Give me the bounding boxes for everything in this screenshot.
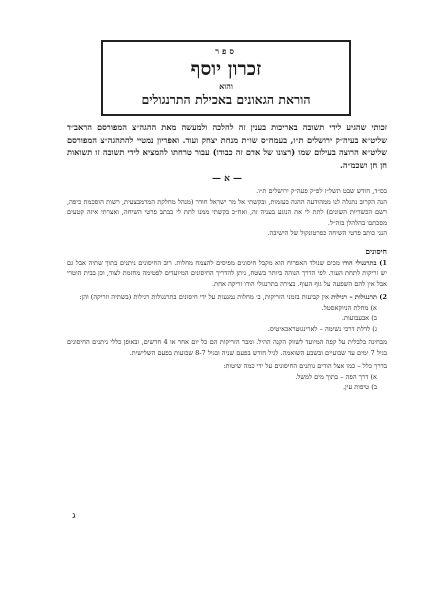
intro-body-1: בס״ד, חודש שבט תשל״ז לפ״ק פעה״ק ירושלים ת״ו. [256,187,387,195]
section-chickens-lead: 2) תרנגולות – רגילות [331,293,387,301]
document-page [67,40,387,393]
list-item: א) מחלת הניוקאסטל. [321,303,377,312]
page-number: ג [72,511,76,521]
section-turkeys-text: מכים שנולד האפרוח הוא מקבל חיסונים מפיסים להצמח מחלות. רוב החיסונים ניתנים בתוך שתיה אבל גם יש זריקות לתחת העור. לפי הדרך הנוהה ביותר בשטח, ניתן להדריך החיסונים המיועדים לפטימה מחזמת לצוד, וכן בבית הוטרי אבל אין להם השפעה על גוף העוף. בצירה בתרנגולי הודו זריקה אחת. [67,258,387,288]
book-subtitle: הוראת הגאונים באכילת התרנגולים [141,92,311,107]
book-title: זכרון יוסף [190,58,262,80]
list-item: ב) אבעבועות. [341,314,377,322]
section-turkeys-lead: 1) בתרנגולי הודו [342,258,388,267]
section-turkeys [67,258,387,290]
list-item: ג) לדלת דרכי נשימה – לארינגוטראכאיטיס. [267,324,377,333]
section-heading: חיסונים [365,246,387,256]
intro-body-3: הנני כותב פרטי השיחה כפרטונקול של הישיבה. [267,229,387,237]
paragraph-4: בדרך כלל – כמו אצל הודים נותנים החיסונים על ידי כמה שיטות: [223,362,387,370]
title-box [101,40,351,116]
intro-body-2: הנה הקרוב נתגלה לנו ממהודעה ההגה בעזמות, ובקשתי אל מר ישראל חודר (מנהל מחלקת המרמבצעית, רשות הוסכמת כיפה, רשם הכשריות השונים) לתת לי את הנוגע בעניה זה, ואח״כ בקשתי ממנו לתת לי כבתב פרטי השיחה, ואצרתי איזה קטעים מסכתבו בהלהלן בזה״ל. [67,197,387,227]
list-item: א) דרך הפה – בתוך מים למשל. [295,372,377,381]
section-chickens-text: אין קביעות בזמני הזריקות, ב׳ מחלות נמנעות על ידי חיסונים בתרנגולות רגילות (בשתיה וזריקה) והן: [79,293,329,301]
section-divider: — א — [211,174,243,184]
paragraph-3: מבחינה בלבלית על קפה המיועד לשווק הקנה ההיל. ומבר הזריקות הם כל יום אחר או 4 חדשים, ובאופן כללי ניתנים החיסונים בגיל 7 ימים עד שבועיים ובשבע השואמה. לגיל חודש בפעם שניה ובגיל 8-7 שבועות בפעם השלישית. [67,338,387,357]
book-label: ספר [215,46,237,56]
intro-paragraph: זכותי שהגיע לידי תשובה באריכות בענין זה להלכה ולמעשה מאת ההגה״צ המפורסם הראב״ד שליט״א בעיה״ק ירושלים ת״ו, בעמח״ס שו״ת מנחת יצחק ועוד. ואפריון נמטיי להתהגה״צ המפורסם שליט״א הרוצה בעילום שמו (רצונו של אדם זה כבודו) עבור טרחתו להמציא לידי תשובה זו תשואות חן חן ושכמ״ה. [67,122,387,170]
list-item: ב) טיפות עין. [342,383,377,391]
section-chickens [67,292,387,303]
title-connector: והוא [219,81,233,91]
